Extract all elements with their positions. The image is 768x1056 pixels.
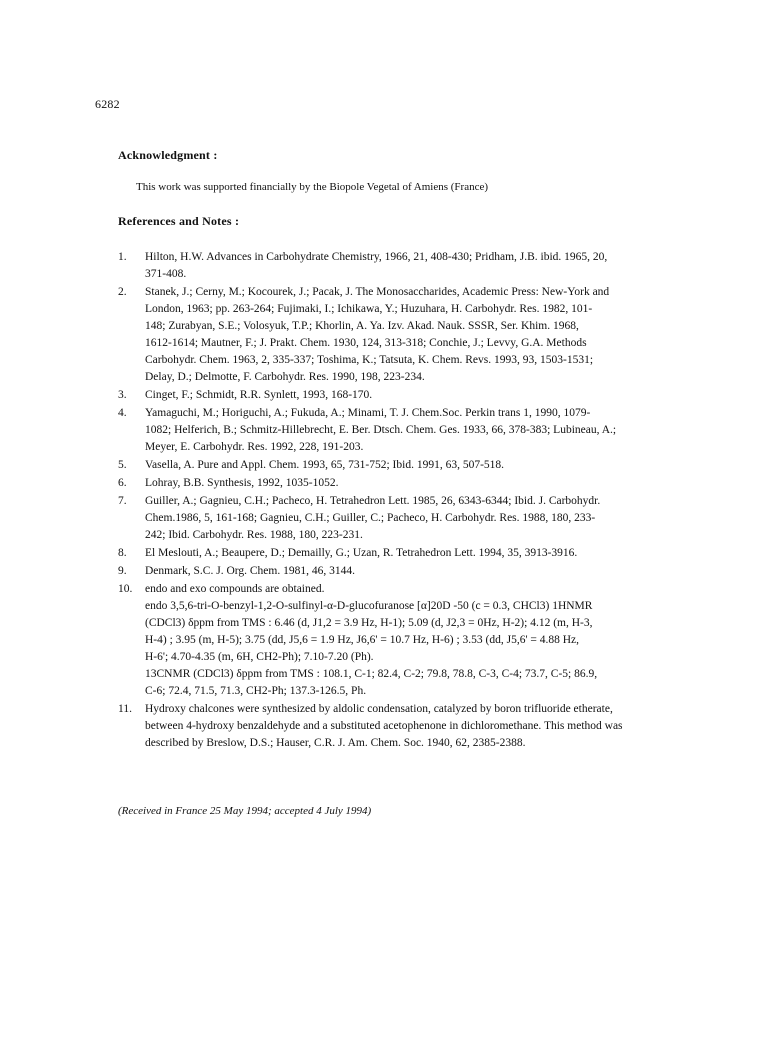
- reference-line: Vasella, A. Pure and Appl. Chem. 1993, 65, 731-752; Ibid. 1991, 63, 507-518.: [145, 459, 505, 471]
- references-list: [118, 249, 674, 753]
- reference-number: 10.: [118, 583, 133, 595]
- reference-text: [145, 563, 674, 580]
- reference-text: [145, 457, 674, 474]
- reference-line: 1612-1614; Mautner, F.; J. Prakt. Chem. 1930, 124, 313-318; Conchie, J.; Levvy, G.A. Methods: [145, 337, 587, 349]
- reference-item: [118, 475, 674, 492]
- reference-line: El Meslouti, A.; Beaupere, D.; Demailly, G.; Uzan, R. Tetrahedron Lett. 1994, 35, 3913-3916.: [145, 547, 578, 559]
- reference-text: [145, 405, 674, 456]
- reference-number: 11.: [118, 703, 132, 715]
- reference-line: 1082; Helferich, B.; Schmitz-Hillebrecht, E. Ber. Dtsch. Chem. Ges. 1933, 66, 378-383; Lubineau, A.;: [145, 424, 617, 436]
- reference-item: [118, 249, 674, 283]
- reference-text: [145, 387, 674, 404]
- reference-item: [118, 545, 674, 562]
- references-heading: References and Notes :: [118, 214, 240, 228]
- reference-line: (CDCl3) δppm from TMS : 6.46 (d, J1,2 = 3.9 Hz, H-1); 5.09 (d, J2,3 = 0Hz, H-2); 4.12 (m, H-3,: [145, 617, 593, 629]
- reference-line: endo and exo compounds are obtained.: [145, 583, 325, 595]
- reference-line: C-6; 72.4, 71.5, 71.3, CH2-Ph; 137.3-126.5, Ph.: [145, 685, 367, 697]
- reference-line: Guiller, A.; Gagnieu, C.H.; Pacheco, H. Tetrahedron Lett. 1985, 26, 6343-6344; Ibid. J. Carbohydr.: [145, 495, 601, 507]
- reference-number: 6.: [118, 477, 127, 489]
- reference-line: Stanek, J.; Cerny, M.; Kocourek, J.; Pacak, J. The Monosaccharides, Academic Press: New-York and: [145, 286, 610, 298]
- reference-line: Carbohydr. Chem. 1963, 2, 335-337; Toshima, K.; Tatsuta, K. Chem. Revs. 1993, 93, 1503-1531;: [145, 354, 594, 366]
- reference-line: Yamaguchi, M.; Horiguchi, A.; Fukuda, A.; Minami, T. J. Chem.Soc. Perkin trans 1, 1990, 1079-: [145, 407, 591, 419]
- reference-text: [145, 249, 674, 283]
- reference-item: [118, 284, 674, 386]
- reference-line: 148; Zurabyan, S.E.; Volosyuk, T.P.; Khorlin, A. Ya. Izv. Akad. Nauk. SSSR, Ser. Khim. 1968,: [145, 320, 579, 332]
- received-line: (Received in France 25 May 1994; accepted 4 July 1994): [118, 805, 372, 817]
- reference-item: [118, 563, 674, 580]
- reference-line: Chem.1986, 5, 161-168; Gagnieu, C.H.; Guiller, C.; Pacheco, H. Carbohydr. Res. 1988, 180, 233-: [145, 512, 596, 524]
- reference-line: Delay, D.; Delmotte, F. Carbohydr. Res. 1990, 198, 223-234.: [145, 371, 425, 383]
- reference-text: [145, 701, 674, 752]
- reference-number: 7.: [118, 495, 127, 507]
- reference-line: H-6'; 4.70-4.35 (m, 6H, CH2-Ph); 7.10-7.20 (Ph).: [145, 651, 374, 663]
- reference-line: between 4-hydroxy benzaldehyde and a substituted acetophenone in dichloromethane. This method was: [145, 720, 623, 732]
- acknowledgment-text: This work was supported financially by the Biopole Vegetal of Amiens (France): [136, 181, 489, 193]
- reference-item: [118, 581, 674, 700]
- reference-text: [145, 545, 674, 562]
- reference-number: 2.: [118, 286, 127, 298]
- reference-line: described by Breslow, D.S.; Hauser, C.R. J. Am. Chem. Soc. 1940, 62, 2385-2388.: [145, 737, 526, 749]
- reference-line: Lohray, B.B. Synthesis, 1992, 1035-1052.: [145, 477, 339, 489]
- reference-text: [145, 493, 674, 544]
- reference-line: Denmark, S.C. J. Org. Chem. 1981, 46, 3144.: [145, 565, 355, 577]
- reference-item: [118, 701, 674, 752]
- reference-item: [118, 493, 674, 544]
- reference-item: [118, 405, 674, 456]
- reference-text: [145, 475, 674, 492]
- reference-line: Cinget, F.; Schmidt, R.R. Synlett, 1993, 168-170.: [145, 389, 373, 401]
- reference-line: H-4) ; 3.95 (m, H-5); 3.75 (dd, J5,6 = 1.9 Hz, J6,6' = 10.7 Hz, H-6) ; 3.53 (dd, J5,6' = 4.88 Hz,: [145, 634, 580, 646]
- reference-text: [145, 581, 674, 700]
- reference-number: 3.: [118, 389, 127, 401]
- reference-line: 371-408.: [145, 268, 187, 280]
- reference-line: 242; Ibid. Carbohydr. Res. 1988, 180, 223-231.: [145, 529, 363, 541]
- reference-line: Hilton, H.W. Advances in Carbohydrate Chemistry, 1966, 21, 408-430; Pridham, J.B. ibid. 1965, 20,: [145, 251, 608, 263]
- reference-number: 4.: [118, 407, 127, 419]
- reference-number: 1.: [118, 251, 127, 263]
- reference-line: London, 1963; pp. 263-264; Fujimaki, I.; Ichikawa, Y.; Huzuhara, H. Carbohydr. Res. 1982, 101-: [145, 303, 593, 315]
- reference-number: 5.: [118, 459, 127, 471]
- reference-text: [145, 284, 674, 386]
- reference-item: [118, 387, 674, 404]
- reference-line: Hydroxy chalcones were synthesized by aldolic condensation, catalyzed by boron trifluoride etherate,: [145, 703, 613, 715]
- reference-line: endo 3,5,6-tri-O-benzyl-1,2-O-sulfinyl-α-D-glucofuranose [α]20D -50 (c = 0.3, CHCl3) 1HNMR: [145, 600, 593, 612]
- acknowledgment-heading: Acknowledgment :: [118, 148, 218, 162]
- reference-number: 8.: [118, 547, 127, 559]
- reference-item: [118, 457, 674, 474]
- reference-number: 9.: [118, 565, 127, 577]
- page-number: 6282: [95, 97, 120, 111]
- reference-line: 13CNMR (CDCl3) δppm from TMS : 108.1, C-1; 82.4, C-2; 79.8, 78.8, C-3, C-4; 73.7, C-5; 86.9,: [145, 668, 598, 680]
- reference-line: Meyer, E. Carbohydr. Res. 1992, 228, 191-203.: [145, 441, 364, 453]
